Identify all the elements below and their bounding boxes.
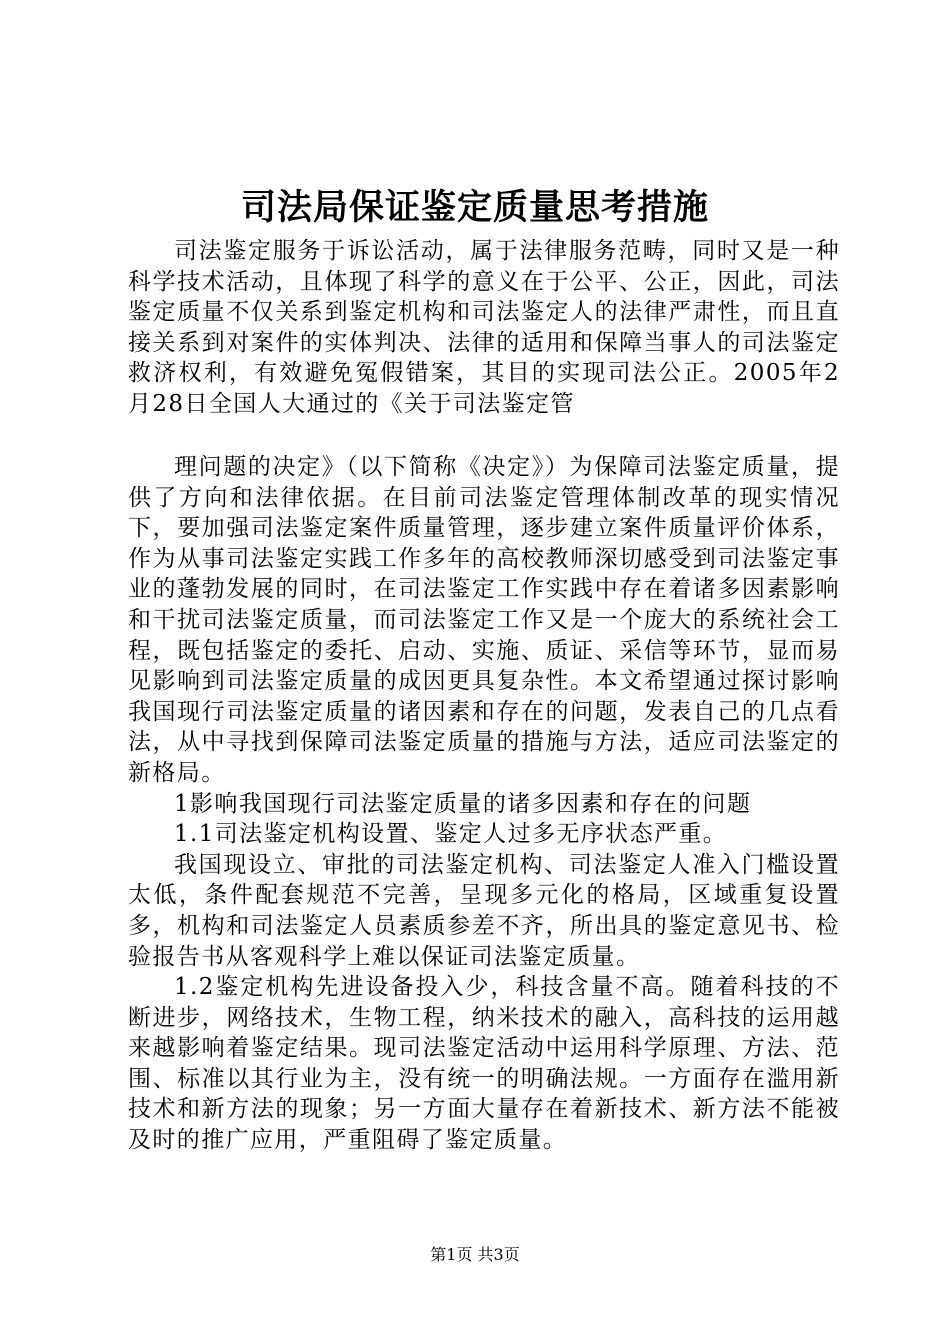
document-title: 司法局保证鉴定质量思考措施 [240, 187, 709, 228]
section-heading: 1影响我国现行司法鉴定质量的诸多因素和存在的问题 [174, 790, 752, 817]
paragraph: 司法鉴定服务于诉讼活动，属于法律服务范畴，同时又是一种科学技术活动，且体现了科学的意义在于公平、公正，因此，司法鉴定质量不仅关系到鉴定机构和司法鉴定人的法律严肃性，而且直接关系到对案件的实体判决、法律的适用和保障当事人的司法鉴定救济权利，有效避免冤假错案，其目的实现司法公正。2005年2月28日全国人大通过的《关于司法鉴定管 [128, 238, 840, 417]
body-text-block-1 [128, 236, 840, 420]
subsection-heading: 1.1司法鉴定机构设置、鉴定人过多无序状态严重。 [174, 821, 728, 848]
body-text-block-2 [128, 452, 840, 1156]
paragraph: 理问题的决定》（以下简称《决定》）为保障司法鉴定质量，提供了方向和法律依据。在目前司法鉴定管理体制改革的现实情况下，要加强司法鉴定案件质量管理，逐步建立案件质量评价体系，作为从事司法鉴定实践工作多年的高校教师深切感受到司法鉴定事业的蓬勃发展的同时，在司法鉴定工作实践中存在着诸多因素影响和干扰司法鉴定质量，而司法鉴定工作又是一个庞大的系统社会工程，既包括鉴定的委托、启动、实施、质证、采信等环节，显而易见影响到司法鉴定质量的成因更具复杂性。本文希望通过探讨影响我国现行司法鉴定质量的诸因素和存在的问题，发表自己的几点看法，从中寻找到保障司法鉴定质量的措施与方法，适应司法鉴定的新格局。 [128, 454, 840, 786]
paragraph: 1.2鉴定机构先进设备投入少，科技含量不高。随着科技的不断进步，网络技术，生物工程，纳米技术的融入，高科技的运用越来越影响着鉴定结果。现司法鉴定活动中运用科学原理、方法、范围、标准以其行业为主，没有统一的明确法规。一方面存在滥用新技术和新方法的现象；另一方面大量存在着新技术、新方法不能被及时的推广应用，严重阻碍了鉴定质量。 [128, 974, 840, 1154]
page-footer: 第1页 共3页 [430, 1245, 520, 1264]
paragraph: 我国现设立、审批的司法鉴定机构、司法鉴定人准入门槛设置太低，条件配套规范不完善，呈现多元化的格局，区域重复设置多，机构和司法鉴定人员素质参差不齐，所出具的鉴定意见书、检验报告书从客观科学上难以保证司法鉴定质量。 [128, 851, 840, 970]
